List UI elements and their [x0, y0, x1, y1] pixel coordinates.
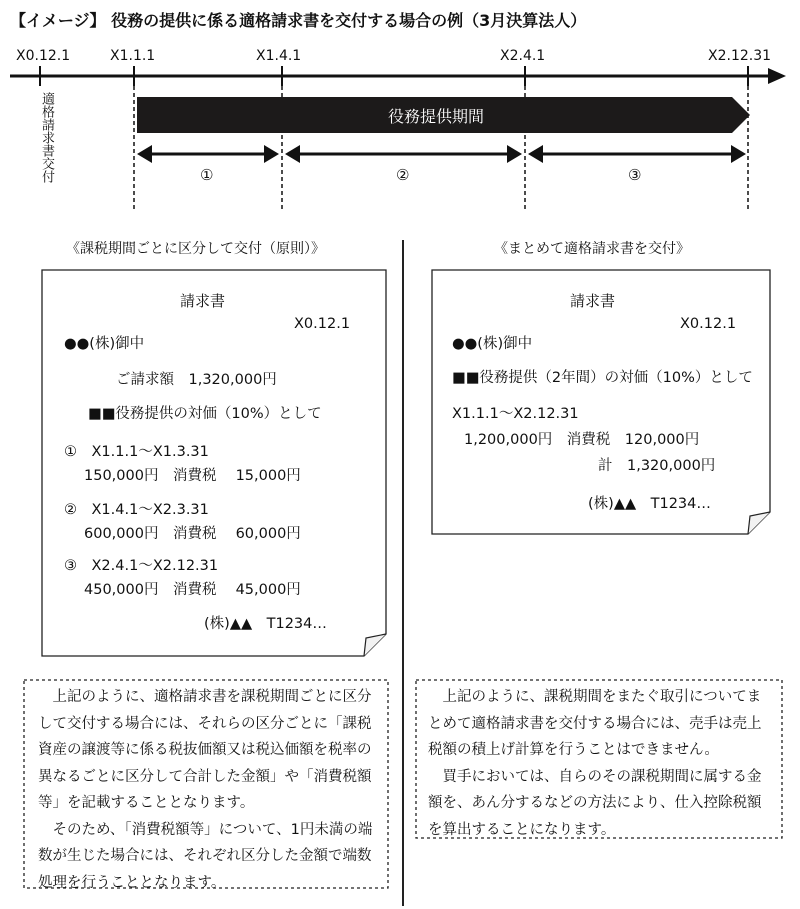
left-note-paragraph-2: そのため、「消費税額等」について、1円未満の端数が生じた場合には、それぞれ区分した金額で端数処理を行うこととなります。: [38, 821, 373, 891]
invoice-issued-label: 適格請求書交付: [39, 92, 54, 183]
date-x0-12-1: X0.12.1: [16, 48, 71, 64]
right-invoice-addressee: ●●(株)御中: [452, 336, 533, 352]
left-invoice-date: X0.12.1: [294, 316, 351, 332]
date-x1-1-1: X1.1.1: [110, 48, 156, 64]
left-invoice-purpose: ■■役務提供の対価（10%）として: [88, 406, 322, 422]
left-invoice-total: ご請求額 1,320,000円: [116, 372, 277, 388]
date-x2-12-31: X2.12.31: [708, 48, 772, 64]
page-title: 【イメージ】 役務の提供に係る適格請求書を交付する場合の例（3月決算法人）: [10, 11, 587, 30]
right-invoice-period: X1.1.1～X2.12.31: [452, 406, 579, 422]
right-invoice-grand-total: 計 1,320,000円: [598, 458, 716, 474]
left-invoice-title: 請求書: [180, 292, 226, 310]
left-item-1-amounts: 150,000円 消費税 15,000円: [84, 468, 301, 484]
date-x2-4-1: X2.4.1: [500, 48, 546, 64]
date-x1-4-1: X1.4.1: [256, 48, 302, 64]
left-item-1-period: ① X1.1.1～X1.3.31: [64, 444, 209, 460]
right-note-paragraph-1: 上記のように、課税期間をまたぐ取引についてまとめて適格請求書を交付する場合には、売手は売上税額の積上げ計算を行うことはできません。: [428, 689, 762, 758]
period-marker-2: ②: [396, 166, 410, 184]
left-note-paragraph-1: 上記のように、適格請求書を課税期間ごとに区分して交付する場合には、それらの区分ごとに「課税資産の譲渡等に係る税抜価額又は税込価額を税率の異なるごとに区分して合計した金額」や「消費税額等」を記載することとなります。: [38, 689, 372, 811]
right-invoice-amounts: 1,200,000円 消費税 120,000円: [464, 432, 700, 448]
timeline-arrowhead: [768, 68, 786, 84]
left-invoice-issuer: (株)▲▲ T1234…: [204, 616, 327, 632]
right-note: [428, 684, 774, 843]
left-item-2-amounts: 600,000円 消費税 60,000円: [84, 526, 301, 542]
right-heading: 《まとめて適格請求書を交付》: [494, 241, 690, 257]
left-note: [38, 684, 378, 896]
column-divider: [402, 240, 404, 906]
left-item-2-period: ② X1.4.1～X2.3.31: [64, 502, 209, 518]
left-item-3-period: ③ X2.4.1～X2.12.31: [64, 558, 219, 574]
right-invoice-title: 請求書: [570, 292, 616, 310]
service-period-label: 役務提供期間: [388, 107, 485, 126]
right-invoice-issuer: (株)▲▲ T1234…: [588, 496, 711, 512]
left-invoice-fold: [364, 634, 386, 656]
period-marker-3: ③: [628, 166, 642, 184]
right-invoice-fold: [748, 512, 770, 534]
left-heading: 《課税期間ごとに区分して交付（原則）》: [66, 241, 325, 257]
left-item-3-amounts: 450,000円 消費税 45,000円: [84, 582, 301, 598]
left-invoice-addressee: ●●(株)御中: [64, 336, 145, 352]
period-marker-1: ①: [200, 166, 214, 184]
right-invoice-purpose: ■■役務提供（2年間）の対価（10%）として: [452, 370, 753, 386]
right-note-paragraph-2: 買手においては、自らのその課税期間に属する金額を、あん分するなどの方法により、仕入控除税額を算出することになります。: [428, 768, 762, 838]
right-invoice-date: X0.12.1: [680, 316, 737, 332]
